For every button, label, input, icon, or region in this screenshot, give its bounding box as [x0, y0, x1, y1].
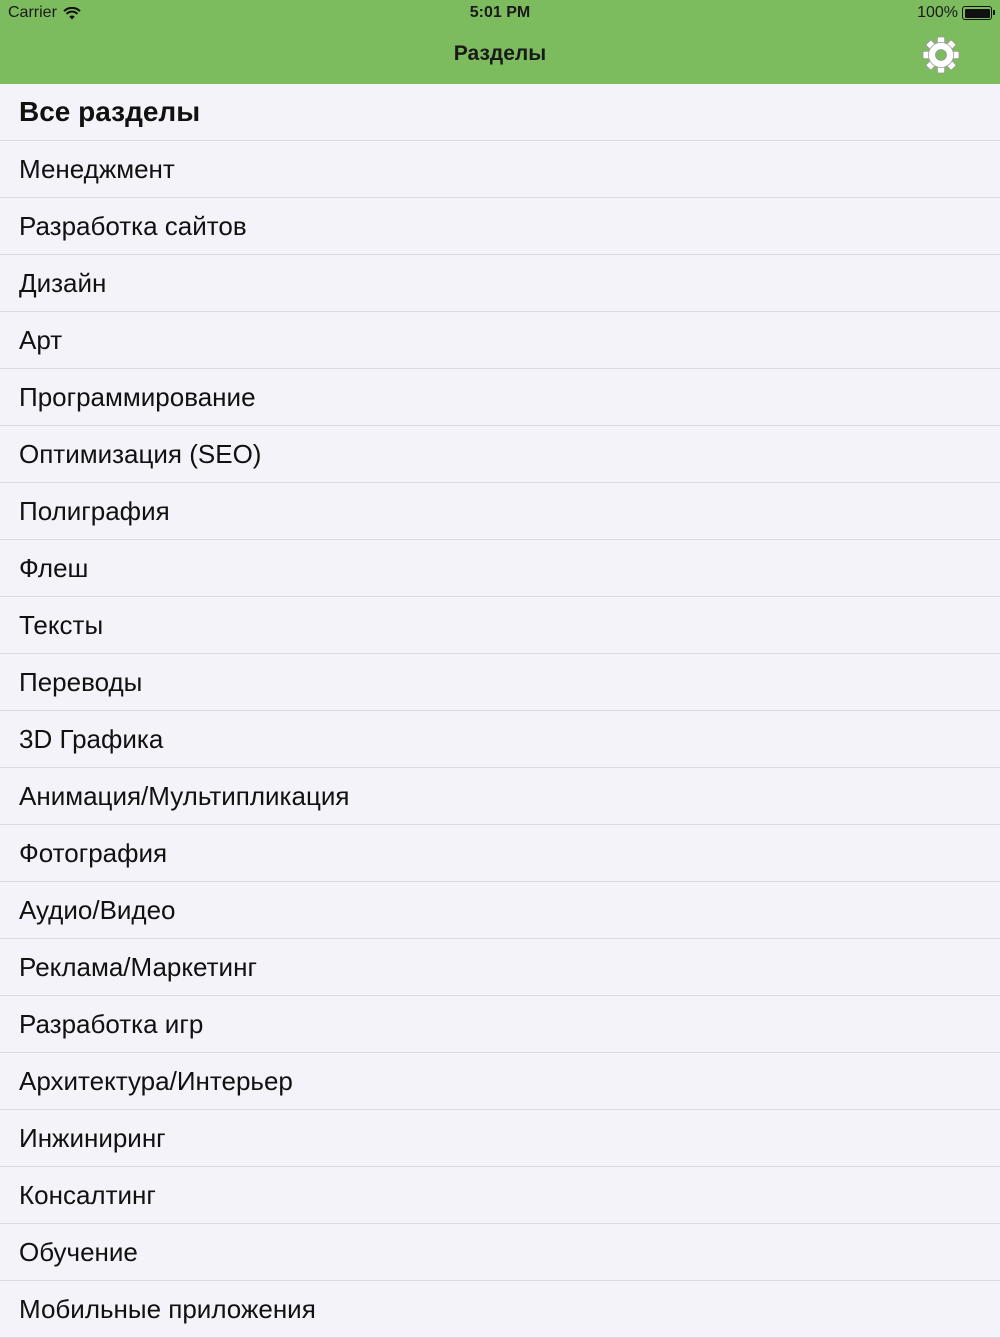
list-item[interactable]: Тексты	[0, 597, 1000, 654]
list-item[interactable]: Реклама/Маркетинг	[0, 939, 1000, 996]
battery-icon	[962, 6, 992, 20]
status-time: 5:01 PM	[469, 4, 531, 21]
settings-button[interactable]	[920, 34, 962, 76]
list-item[interactable]: Программирование	[0, 369, 1000, 426]
list-item[interactable]: Флеш	[0, 540, 1000, 597]
list-item[interactable]: Оптимизация (SEO)	[0, 426, 1000, 483]
gear-icon	[920, 34, 962, 76]
battery-percent: 100%	[917, 4, 958, 21]
carrier-label: Carrier	[8, 4, 57, 21]
list-item[interactable]: Фотография	[0, 825, 1000, 882]
navigation-bar	[0, 0, 1000, 84]
list-item[interactable]: Менеджмент	[0, 141, 1000, 198]
list-item[interactable]: Дизайн	[0, 255, 1000, 312]
list-item[interactable]: Консалтинг	[0, 1167, 1000, 1224]
list-item[interactable]: Разработка сайтов	[0, 198, 1000, 255]
list-item[interactable]: Мобильные приложения	[0, 1281, 1000, 1338]
battery-indicator	[917, 4, 992, 22]
list-item[interactable]: Разработка игр	[0, 996, 1000, 1053]
page-title: Разделы	[453, 42, 547, 65]
list-item-all-sections[interactable]: Все разделы	[0, 84, 1000, 141]
list-item[interactable]: Полиграфия	[0, 483, 1000, 540]
sections-list	[0, 84, 1000, 1338]
list-item[interactable]: Аудио/Видео	[0, 882, 1000, 939]
list-item[interactable]: Обучение	[0, 1224, 1000, 1281]
list-item[interactable]: 3D Графика	[0, 711, 1000, 768]
list-item[interactable]: Арт	[0, 312, 1000, 369]
list-item[interactable]: Архитектура/Интерьер	[0, 1053, 1000, 1110]
status-bar	[0, 0, 1000, 28]
list-item[interactable]: Анимация/Мультипликация	[0, 768, 1000, 825]
list-item[interactable]: Инжиниринг	[0, 1110, 1000, 1167]
list-item[interactable]: Переводы	[0, 654, 1000, 711]
